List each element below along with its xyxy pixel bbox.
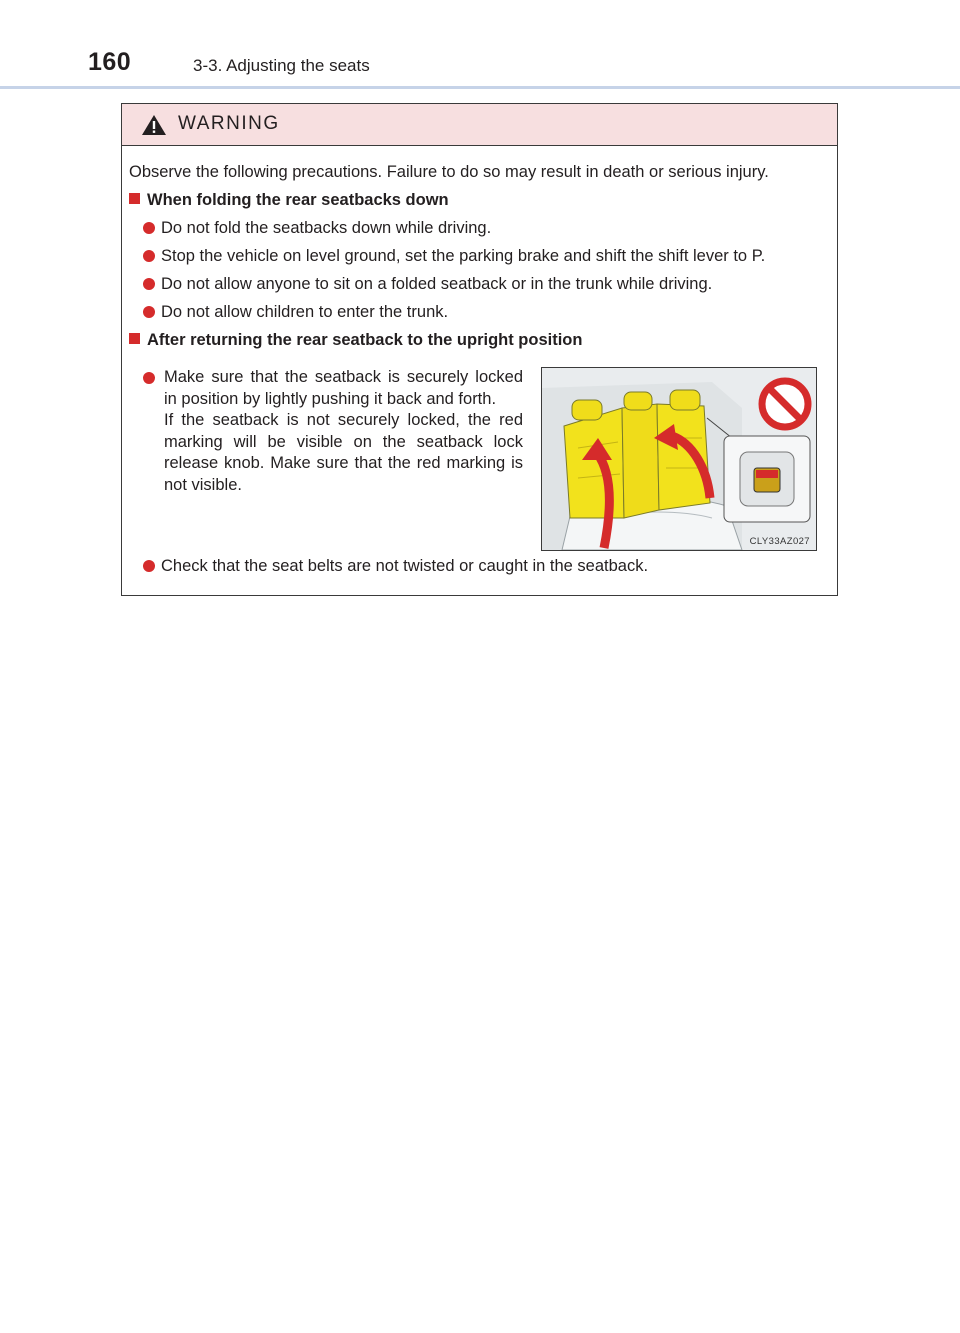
bullet-dot-icon [143, 250, 155, 262]
list-item-text: Stop the vehicle on level ground, set the parking brake and shift the shift lever to P. [161, 247, 766, 265]
bullet-dot-icon [143, 372, 155, 384]
list-item-text: Do not fold the seatbacks down while driving. [161, 219, 492, 237]
seatback-illustration [541, 367, 817, 551]
subheading-text: After returning the rear seatback to the upright position [147, 331, 583, 349]
subheading-folding [129, 191, 449, 210]
paragraph-red-marking: If the seatback is not securely locked, the red marking will be visible on the seatback lock release knob. Make sure that the red marking is not visible. [164, 411, 523, 494]
figure-code: CLY33AZ027 [749, 536, 810, 547]
list-item [143, 275, 712, 294]
page-number: 160 [88, 48, 132, 76]
list-item-text: Do not allow children to enter the trunk. [161, 303, 449, 321]
bullet-dot-icon [143, 222, 155, 234]
warning-box [121, 103, 838, 596]
page-header [0, 0, 960, 90]
list-item [143, 367, 523, 496]
bullet-dot-icon [143, 560, 155, 572]
list-item [143, 557, 648, 576]
square-bullet-icon [129, 333, 140, 344]
warning-intro: Observe the following precautions. Failure to do so may result in death or serious injury. [129, 163, 769, 181]
bullet-dot-icon [143, 306, 155, 318]
list-item [143, 303, 448, 322]
header-divider [0, 86, 960, 89]
subheading-upright [129, 331, 582, 350]
rear-seat-image [542, 368, 816, 550]
warning-title: WARNING [178, 113, 280, 134]
list-item-text: Do not allow anyone to sit on a folded seatback or in the trunk while driving. [161, 275, 713, 293]
bullet-dot-icon [143, 278, 155, 290]
subheading-text: When folding the rear seatbacks down [147, 191, 449, 209]
warning-header [122, 104, 837, 146]
paragraph-lock-check: Make sure that the seatback is securely locked in position by lightly pushing it back and forth. [164, 368, 523, 408]
square-bullet-icon [129, 193, 140, 204]
list-item [143, 247, 765, 266]
list-item [143, 219, 491, 238]
list-item-text: Check that the seat belts are not twisted or caught in the seatback. [161, 557, 649, 575]
warning-triangle-icon [141, 114, 167, 136]
section-title: 3-3. Adjusting the seats [193, 56, 370, 75]
